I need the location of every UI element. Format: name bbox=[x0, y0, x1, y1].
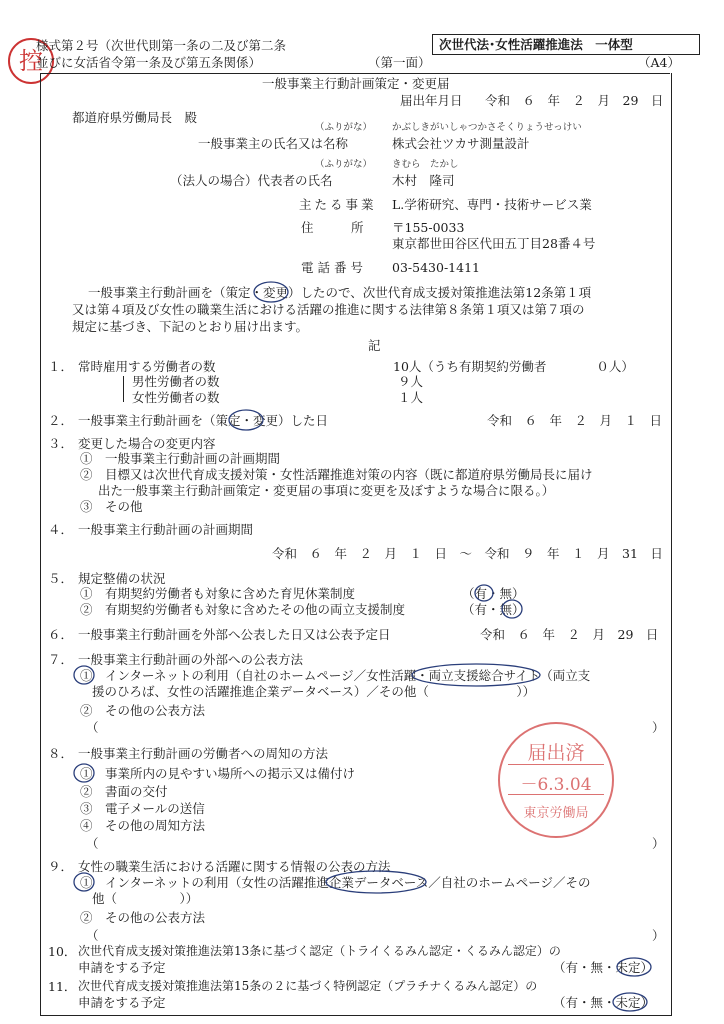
item9-option-1: ① インターネットの利用（女性の活躍推進企業データベース／自社のホームページ／その bbox=[80, 875, 591, 890]
intro-line-1: 一般事業主行動計画を（策定・変更）したので、次世代育成支援対策推進法第12条第１項 bbox=[88, 285, 592, 300]
item8-paren-left: （ bbox=[86, 836, 99, 851]
item3-label: 変更した場合の変更内容 bbox=[78, 436, 216, 451]
item7-option-2: ② その他の公表方法 bbox=[80, 703, 206, 718]
item4-number: ４． bbox=[48, 522, 74, 537]
item5-choice-2: （有・無） bbox=[462, 602, 525, 617]
item5-choice-1: （有・無） bbox=[462, 586, 525, 601]
item10-number: 10． bbox=[48, 944, 77, 959]
item1-number: １． bbox=[48, 359, 74, 374]
item8-number: ８． bbox=[48, 746, 74, 761]
phone-label: 電話番号 bbox=[301, 260, 368, 275]
received-stamp-date: －6.3.04 bbox=[520, 775, 592, 795]
page-side: （第一面） bbox=[368, 55, 431, 70]
item1-female-label: 女性労働者の数 bbox=[132, 390, 220, 405]
item7-option-1: ① インターネットの利用（自社のホームページ／女性活躍・両立支援総合サイト（両立支 bbox=[80, 668, 591, 683]
item9-paren-left: （ bbox=[86, 928, 99, 943]
item1-male-label: 男性労働者の数 bbox=[132, 374, 220, 389]
item10-line-1: 次世代育成支援対策推進法第13条に基づく認定（トライくるみん認定・くるみん認定）の bbox=[78, 944, 561, 958]
item1-male-count: ９人 bbox=[398, 374, 424, 389]
item7-paren-right: ） bbox=[652, 720, 665, 735]
item1-female-count: １人 bbox=[398, 390, 424, 405]
item4-label: 一般事業主行動計画の計画期間 bbox=[78, 522, 254, 537]
item1-label: 常時雇用する労働者の数 bbox=[78, 359, 216, 374]
submission-date: 令和 ６ 年 ２ 月 29 日 bbox=[485, 93, 664, 108]
furigana-label-1: （ふりがな） bbox=[315, 122, 373, 133]
copy-stamp-text: 控 bbox=[19, 47, 43, 75]
item11-line-2: 申請をする予定 bbox=[78, 995, 166, 1010]
item10-line-2: 申請をする予定 bbox=[78, 960, 166, 975]
item9-option-2: ② その他の公表方法 bbox=[80, 910, 206, 925]
address-label: 住 所 bbox=[301, 220, 364, 235]
document-title: 一般事業主行動計画策定・変更届 bbox=[262, 76, 450, 91]
intro-line-3: 規定に基づき、下記のとおり届け出ます。 bbox=[72, 319, 309, 334]
item8-option-4: ④ その他の周知方法 bbox=[80, 818, 206, 833]
addressee: 都道府県労働局長 殿 bbox=[72, 110, 198, 125]
date-label: 届出年月日 bbox=[400, 93, 463, 108]
item3-option-2: ② 目標又は次世代育成支援対策・女性活躍推進対策の内容（既に都道府県労働局長に届け bbox=[80, 467, 593, 482]
item5-label: 規定整備の状況 bbox=[78, 571, 166, 586]
item6-number: ６． bbox=[48, 627, 74, 642]
item9-paren-right: ） bbox=[652, 928, 665, 943]
item7-label: 一般事業主行動計画の外部への公表方法 bbox=[78, 652, 304, 667]
company-furigana: かぶしきがいしゃつかさそくりょうせっけい bbox=[392, 122, 582, 133]
item8-option-1: ① 事業所内の見やすい場所への掲示又は備付け bbox=[80, 766, 356, 781]
company-name-label: 一般事業主の氏名又は名称 bbox=[198, 136, 349, 151]
item3-option-2-cont: 出た一般事業主行動計画策定・変更届の事項に変更を及ぼすような場合に限る。） bbox=[98, 483, 555, 498]
company-name: 株式会社ツカサ測量設計 bbox=[392, 136, 530, 151]
phone-number: 03-5430-1411 bbox=[392, 260, 480, 275]
item10-choice: （有・無・未定） bbox=[553, 960, 654, 975]
item7-number: ７． bbox=[48, 652, 74, 667]
received-stamp bbox=[498, 722, 614, 838]
item3-option-1: ① 一般事業主行動計画の計画期間 bbox=[80, 451, 281, 466]
item11-choice: （有・無・未定） bbox=[553, 995, 654, 1010]
representative-furigana: きむら たかし bbox=[392, 159, 459, 170]
item9-label: 女性の職業生活における活躍に関する情報の公表の方法 bbox=[78, 859, 391, 874]
representative-name: 木村 隆司 bbox=[392, 173, 455, 188]
item5-number: ５． bbox=[48, 571, 74, 586]
item2-date: 令和 ６ 年 ２ 月 １ 日 bbox=[487, 413, 663, 428]
item7-paren-left: （ bbox=[86, 720, 99, 735]
item3-number: ３． bbox=[48, 436, 74, 451]
form-number-line2: 並びに女活省令第一条及び第五条関係） bbox=[36, 55, 262, 70]
item2-label: 一般事業主行動計画を（策定・変更）した日 bbox=[78, 413, 329, 428]
received-stamp-rule-1 bbox=[508, 764, 604, 765]
postal-code: 〒155-0033 bbox=[392, 220, 465, 235]
item7-option-1-cont: 援のひろば、女性の活躍推進企業データベース）／その他（ ）） bbox=[92, 684, 536, 699]
item11-line-1: 次世代育成支援対策推進法第15条の２に基づく特例認定（プラチナくるみん認定）の bbox=[78, 979, 538, 993]
received-stamp-rule-2 bbox=[508, 794, 604, 795]
received-stamp-top: 届出済 bbox=[527, 742, 585, 764]
item8-paren-right: ） bbox=[652, 836, 665, 851]
item5-option-2: ② 有期契約労働者も対象に含めたその他の両立支援制度 bbox=[80, 602, 406, 617]
item1-bracket bbox=[123, 376, 124, 402]
item9-number: ９． bbox=[48, 859, 74, 874]
item8-option-3: ③ 電子メールの送信 bbox=[80, 801, 205, 816]
item9-option-1-cont: 他（ ）） bbox=[92, 891, 199, 906]
received-stamp-bottom: 東京労働局 bbox=[523, 806, 589, 821]
furigana-label-2: （ふりがな） bbox=[315, 159, 373, 170]
item6-date: 令和 ６ 年 ２ 月 29 日 bbox=[480, 627, 659, 642]
item8-option-2: ② 書面の交付 bbox=[80, 784, 168, 799]
form-type-title: 次世代法･女性活躍推進法 一体型 bbox=[432, 34, 700, 55]
paper-size: （A4） bbox=[638, 55, 680, 70]
address: 東京都世田谷区代田五丁目28番４号 bbox=[392, 236, 596, 251]
item1-total: 10人（うち有期契約労働者 ０人） bbox=[393, 359, 634, 374]
item3-option-3: ③ その他 bbox=[80, 499, 143, 514]
form-number-line1: 様式第２号（次世代則第一条の二及び第二条 bbox=[36, 38, 287, 53]
item4-period: 令和 ６ 年 ２ 月 １ 日 ～ 令和 ９ 年 １ 月 31 日 bbox=[272, 546, 663, 561]
ki-label: 記 bbox=[368, 338, 381, 353]
business-label: 主たる事業 bbox=[299, 197, 377, 212]
business-type: L.学術研究、専門・技術サービス業 bbox=[392, 197, 592, 212]
item11-number: 11． bbox=[48, 979, 77, 994]
item6-label: 一般事業主行動計画を外部へ公表した日又は公表予定日 bbox=[78, 627, 391, 642]
representative-label: （法人の場合）代表者の氏名 bbox=[170, 173, 333, 188]
item2-number: ２． bbox=[48, 413, 74, 428]
intro-line-2: 又は第４項及び女性の職業生活における活躍の推進に関する法律第８条第１項又は第７項の bbox=[72, 302, 585, 317]
item5-option-1: ① 有期契約労働者も対象に含めた育児休業制度 bbox=[80, 586, 356, 601]
item8-label: 一般事業主行動計画の労働者への周知の方法 bbox=[78, 746, 329, 761]
